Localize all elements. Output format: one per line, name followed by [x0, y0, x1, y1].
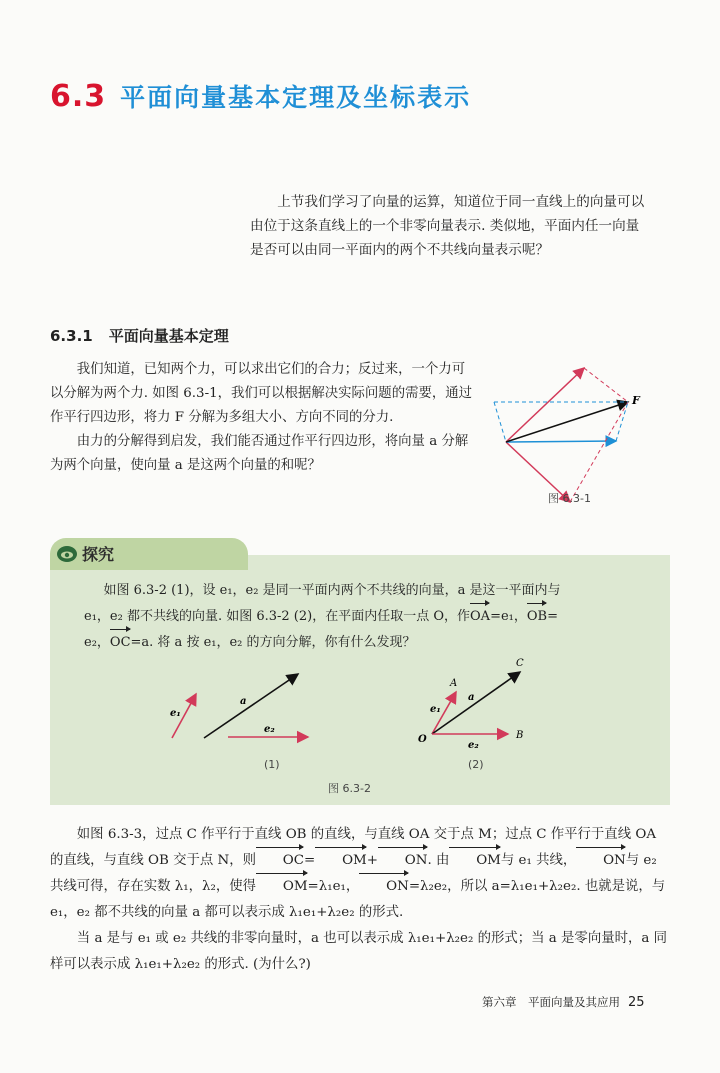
section-number: 6.3 [50, 79, 107, 114]
explore-line-2: e₁，e₂ 都不共线的向量. 如图 6.3-2 (2)，在平面内任取一点 O，作OA=e₁，OB= [84, 604, 644, 630]
subsection-number: 6.3.1 [50, 327, 93, 345]
subsection-title: 平面向量基本定理 [108, 327, 229, 345]
svg-text:e₂: e₂ [468, 740, 479, 751]
page-title [50, 78, 471, 114]
svg-text:B: B [516, 730, 524, 741]
svg-text:a: a [240, 696, 247, 707]
svg-text:O: O [418, 734, 427, 745]
section-title: 平面向量基本定理及坐标表示 [120, 83, 472, 112]
paragraph: 如图 6.3-3，过点 C 作平行于直线 OB 的直线，与直线 OA 交于点 M；过点 C 作平行于直线 OA 的直线，与直线 OB 交于点 N，则 OC= OM+ ON. 由 OM与 e₁ 共线， ON与 e₂ 共线可得，存在实数 λ₁，λ₂，使得 OM=λ₁e₁， ON=λ₂e₂，所以 a=λ₁e₁+λ₂e₂. 也就是说，与 e₁，e₂ 都不共线的向量 a 都可以表示成 λ₁e₁+λ₂e₂ 的形式. [50, 827, 666, 920]
sub-caption-2: (2) [468, 758, 484, 771]
force-component-red-up [506, 368, 584, 442]
explore-line-3: e₂，OC=a. 将 a 按 e₁，e₂ 的方向分解，你有什么发现？ [84, 630, 644, 656]
figure-6-3-2-part2 [412, 652, 542, 752]
svg-text:e₂: e₂ [264, 724, 275, 735]
label-F: F [632, 394, 640, 407]
page-number: 25 [628, 995, 645, 1010]
svg-text:a: a [468, 692, 475, 703]
intro-paragraph: 上节我们学习了向量的运算，知道位于同一直线上的向量可以由位于这条直线上的一个非零向量表示. 类似地，平面内任一向量是否可以由同一平面内的两个不共线向量表示呢？ [250, 194, 645, 258]
figure-caption-6-3-2: 图 6.3-2 [328, 782, 371, 795]
sub-caption-1: (1) [264, 758, 280, 771]
figure-caption: 图 6.3-1 [548, 492, 591, 505]
paragraph: 我们知道，已知两个力，可以求出它们的合力；反过来，一个力可以分解为两个力. 如图 6.3-1，我们可以根据解决实际问题的需要，通过作平行四边形，将力 F 分解为多组大小、方向不同的分力. [50, 362, 473, 425]
explore-text [84, 578, 644, 656]
explore-tab [50, 538, 248, 570]
body-text-2 [50, 822, 670, 978]
explore-label: 探究 [82, 545, 115, 564]
svg-text:C: C [516, 658, 524, 669]
svg-text:e₁: e₁ [430, 704, 441, 715]
page-footer [482, 994, 645, 1010]
paragraph: 由力的分解得到启发，我们能否通过作平行四边形，将向量 a 分解为两个向量，使向量 a 是这两个向量的和呢？ [50, 434, 469, 473]
svg-text:A: A [450, 678, 458, 689]
vector-a [204, 674, 298, 738]
vector-OC [432, 672, 520, 734]
chapter-name: 第六章 平面向量及其应用 [482, 995, 620, 1009]
explore-line-1: 如图 6.3-2 (1)，设 e₁，e₂ 是同一平面内两个不共线的向量，a 是这一平面内与 [103, 583, 561, 598]
force-F-arrow [506, 402, 628, 442]
paragraph: 当 a 是与 e₁ 或 e₂ 共线的非零向量时，a 也可以表示成 λ₁e₁+λ₂e₂ 的形式；当 a 是零向量时，a 同样可以表示成 λ₁e₁+λ₂e₂ 的形式. (为什么?) [50, 931, 668, 972]
explore-icon [56, 544, 78, 564]
body-text-1 [50, 358, 478, 478]
svg-text:e₁: e₁ [170, 708, 181, 719]
subsection-heading [50, 325, 229, 346]
force-component-blue [506, 441, 616, 442]
figure-6-3-2-part1 [160, 664, 330, 744]
